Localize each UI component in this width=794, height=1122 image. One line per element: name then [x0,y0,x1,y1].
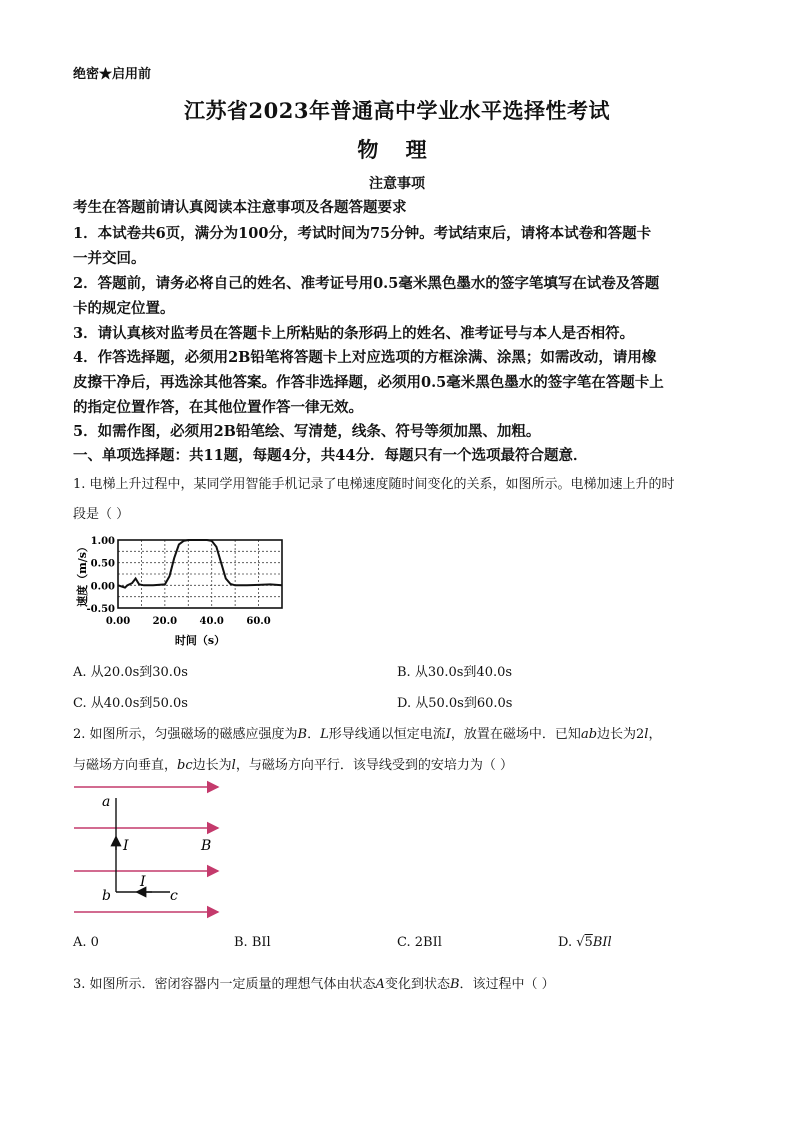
note-4-line-2: 皮擦干净后，再选涂其他答案。作答非选择题，必须用0.5毫米黑色墨水的签字笔在答题卡上 [73,374,664,391]
note-3: 3．请认真核对监考员在答题卡上所粘贴的条形码上的姓名、准考证号与本人是否相符。 [73,325,635,342]
x-tick-label: 0.00 [105,616,131,627]
note-2-line-1: 2．答题前，请务必将自己的姓名、准考证号用0.5毫米黑色墨水的签字笔填写在试卷及答题 [73,275,660,292]
q2-option-c[interactable]: C. 2BIl [397,935,442,950]
q1-text-line-1: 1. 电梯上升过程中，某同学用智能手机记录了电梯速度随时间变化的关系，如图所示。电梯加速上升的时 [73,477,675,492]
subject-title: 物 理 [357,137,437,162]
velocity-time-chart [70,530,300,650]
series-line-velocity [118,540,282,588]
note-5: 5．如需作图，必须用2B铅笔绘、写清楚，线条、符号等须加黑、加粗。 [73,423,541,440]
q2-option-a[interactable]: A. 0 [73,935,99,950]
q1-option-b[interactable]: B. 从30.0s到40.0s [397,665,513,680]
label-current-1: I [123,838,129,854]
note-1-line-2: 一并交回。 [73,250,146,267]
exam-title: 江苏省2023年普通高中学业水平选择性考试 [184,98,610,123]
q1-option-c[interactable]: C. 从40.0s到50.0s [73,696,188,711]
x-axis-label: 时间（s） [174,634,226,647]
q1-text-line-2: 段是（ ） [73,507,130,522]
q1-option-d[interactable]: D. 从50.0s到60.0s [397,696,513,711]
label-b: b [102,888,111,904]
y-tick-label: 0.00 [90,581,115,593]
label-field-b: B [201,838,212,854]
magnetic-field-diagram [70,776,230,922]
label-c: c [170,888,178,904]
x-tick-label: 20.0 [152,616,178,627]
y-tick-label: -0.50 [86,604,115,615]
notes-title: 注意事项 [369,176,425,192]
notes-intro: 考生在答题前请认真阅读本注意事项及各题答题要求 [73,199,407,216]
note-2-line-2: 卡的规定位置。 [73,300,175,317]
q2-option-b[interactable]: B. BIl [234,935,271,950]
note-4-line-3: 的指定位置作答，在其他位置作答一律无效。 [73,399,363,416]
q2-text-line-2: 与磁场方向垂直，bc边长为l，与磁场方向平行．该导线受到的安培力为（ ） [73,758,513,773]
y-tick-label: 1.00 [90,536,115,547]
chart-grid [118,540,282,608]
label-a: a [102,794,111,810]
x-tick-label: 40.0 [199,616,224,627]
q2-option-d[interactable]: D. √5BIl [558,935,612,950]
q2-text-line-1: 2. 如图所示，匀强磁场的磁感应强度为B．L形导线通以恒定电流I，放置在磁场中．已知ab边长为2l， [73,727,662,742]
y-tick-label: 0.50 [90,558,115,570]
note-4-line-1: 4．作答选择题，必须用2B铅笔将答题卡上对应选项的方框涂满、涂黑；如需改动，请用橡 [73,349,657,366]
q1-option-a[interactable]: A. 从20.0s到30.0s [73,665,188,680]
q3-text: 3. 如图所示．密闭容器内一定质量的理想气体由状态A变化到状态B．该过程中（ ） [73,977,555,992]
label-current-2: I [140,874,146,890]
sqrt-symbol: √ [576,935,585,950]
x-tick-label: 60.0 [246,616,271,627]
secret-label: 绝密★启用前 [73,67,152,82]
section-heading: 一、单项选择题：共11题，每题4分，共44分．每题只有一个选项最符合题意． [73,447,588,464]
note-1-line-1: 1．本试卷共6页，满分为100分，考试时间为75分钟。考试结束后，请将本试卷和答题卡 [73,225,652,242]
y-axis-label: 速度（m/s） [76,541,89,607]
